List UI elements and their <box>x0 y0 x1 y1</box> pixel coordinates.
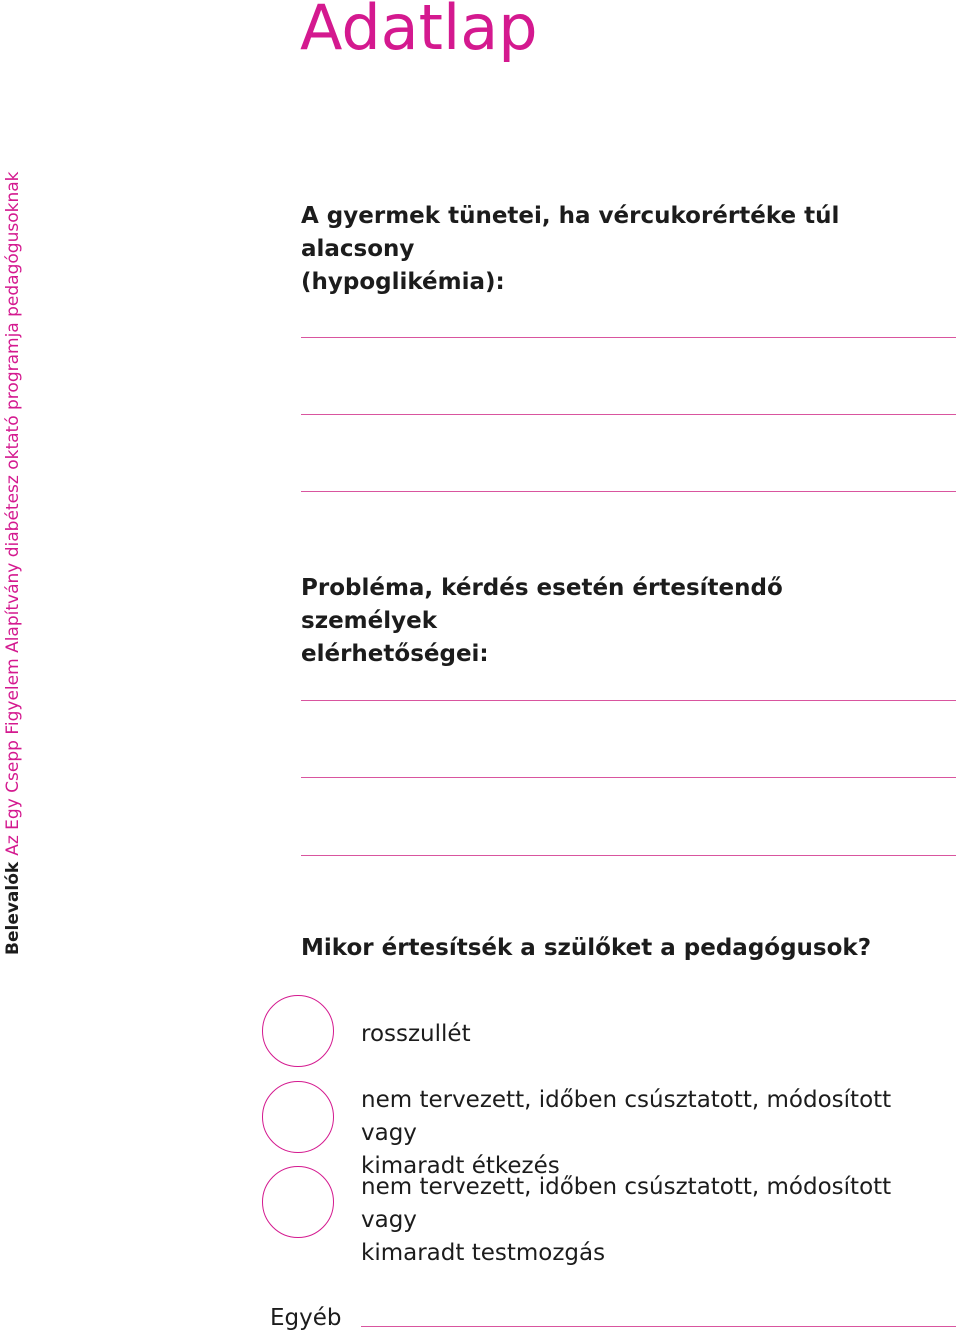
answer-line-contacts-3[interactable] <box>301 855 956 856</box>
option-line: nem tervezett, időben csúsztatott, módosított vagy <box>361 1174 892 1233</box>
question-contacts <box>301 572 921 671</box>
option-label-sickness <box>361 1018 951 1051</box>
sidebar-caption <box>2 172 24 956</box>
question-line: (hypoglikémia): <box>301 269 505 295</box>
answer-line-symptoms-2[interactable] <box>301 414 956 415</box>
question-line: elérhetőségei: <box>301 641 489 667</box>
other-label: Egyéb <box>270 1305 342 1331</box>
option-line: rosszullét <box>361 1021 471 1047</box>
page-title: Adatlap <box>300 0 538 64</box>
brand-name: Belevalók <box>3 861 23 955</box>
answer-line-contacts-1[interactable] <box>301 700 956 701</box>
answer-line-symptoms-3[interactable] <box>301 491 956 492</box>
question-line: Mikor értesítsék a szülőket a pedagógusok? <box>301 935 872 961</box>
question-line: Probléma, kérdés esetén értesítendő személyek <box>301 575 783 634</box>
answer-line-symptoms-1[interactable] <box>301 337 956 338</box>
question-notify-parents <box>301 932 921 965</box>
option-line: nem tervezett, időben csúsztatott, módosított vagy <box>361 1087 892 1146</box>
option-checkbox-exercise[interactable] <box>262 1166 334 1238</box>
option-label-meal <box>361 1084 951 1183</box>
other-answer-line[interactable] <box>361 1326 956 1327</box>
option-line: kimaradt étkezés <box>361 1153 560 1179</box>
option-label-exercise <box>361 1171 951 1270</box>
option-checkbox-meal[interactable] <box>262 1081 334 1153</box>
option-checkbox-sickness[interactable] <box>262 995 334 1067</box>
question-hypoglycemia-symptoms <box>301 200 921 299</box>
program-subtitle: Az Egy Csepp Figyelem Alapítvány diabétesz oktató programja pedagógusoknak <box>3 171 23 856</box>
option-line: kimaradt testmozgás <box>361 1240 606 1266</box>
question-line: A gyermek tünetei, ha vércukorértéke túl alacsony <box>301 203 840 262</box>
answer-line-contacts-2[interactable] <box>301 777 956 778</box>
